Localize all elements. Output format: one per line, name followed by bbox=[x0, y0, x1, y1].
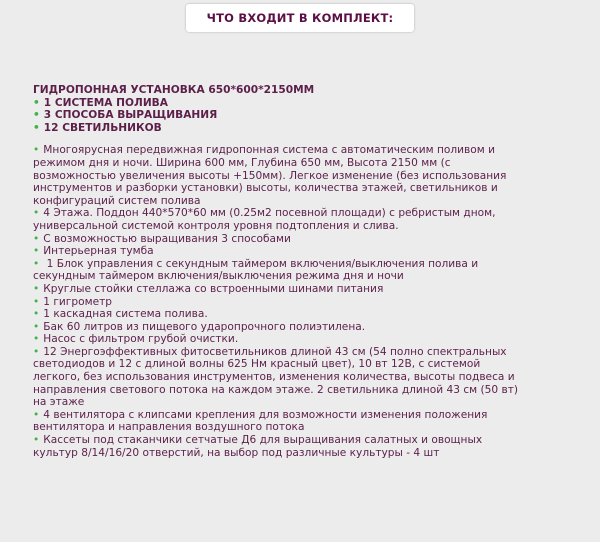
bullet-icon: • bbox=[33, 282, 40, 295]
line-text: инструментов и разборки установки) высоты, количества этажей, светильников и bbox=[33, 182, 498, 195]
text-line bbox=[33, 396, 593, 409]
bullet-icon: • bbox=[33, 408, 40, 421]
text-line bbox=[33, 296, 593, 309]
line-text: С возможностью выращивания 3 способами bbox=[43, 232, 291, 245]
line-text: возможностью увеличения высоты +150мм). Легкое изменение (без использования bbox=[33, 169, 507, 182]
line-text: ГИДРОПОННАЯ УСТАНОВКА 650*600*2150ММ bbox=[33, 84, 315, 96]
line-text: режимом дня и ночи. Ширина 600 мм, Глубина 650 мм, Высота 2150 мм (с bbox=[33, 156, 451, 169]
bullet-icon: • bbox=[33, 434, 40, 447]
line-text: 4 Этажа. Поддон 440*570*60 мм (0.25м2 посевной площади) с ребристым дном, bbox=[43, 207, 496, 220]
bullet-icon: • bbox=[33, 295, 40, 308]
line-text: направления светового потока на каждом этаже. 2 светильника длиной 43 см (50 вт) bbox=[33, 383, 519, 396]
bullet-icon: • bbox=[33, 257, 40, 270]
bullet-icon: • bbox=[33, 245, 40, 258]
line-text: 12 СВЕТИЛЬНИКОВ bbox=[43, 121, 162, 134]
text-line bbox=[33, 447, 593, 460]
line-text: Интерьерная тумба bbox=[43, 245, 154, 258]
line-text: 3 СПОСОБА ВЫРАЩИВАНИЯ bbox=[43, 109, 218, 122]
bullet-icon: • bbox=[33, 320, 40, 333]
text-line bbox=[33, 371, 593, 384]
text-line bbox=[33, 434, 593, 447]
line-text: светодиодов и 12 с длиной волны 625 Нм красный цвет), 10 вт 12В, с системой bbox=[33, 358, 481, 371]
line-text: культур 8/14/16/20 отверстий, на выбор под различные культуры - 4 шт bbox=[33, 446, 440, 459]
bullet-icon: • bbox=[33, 109, 40, 122]
line-text: универсальной системой контроля уровня подтопления и слива. bbox=[33, 219, 399, 232]
package-summary bbox=[33, 84, 593, 134]
heading: ЧТО ВХОДИТ В КОМПЛЕКТ: bbox=[206, 11, 394, 25]
text-line bbox=[33, 122, 593, 135]
text-line bbox=[33, 84, 593, 97]
bullet-icon: • bbox=[33, 121, 40, 134]
text-line bbox=[33, 195, 593, 208]
bullet-icon: • bbox=[33, 345, 40, 358]
text-line bbox=[33, 245, 593, 258]
line-text: 1 Блок управления с секундным таймером включения/выключения полива и bbox=[43, 257, 479, 270]
line-text: секундным таймером включения/выключения режима дня и ночи bbox=[33, 270, 404, 283]
text-line bbox=[33, 346, 593, 359]
line-text: Кассеты под стаканчики сетчатые Д6 для выращивания салатных и овощных bbox=[43, 434, 483, 447]
text-line bbox=[33, 258, 593, 271]
bullet-icon: • bbox=[33, 96, 40, 109]
line-text: конфигураций систем полива bbox=[33, 194, 201, 207]
text-line bbox=[33, 157, 593, 170]
text-line bbox=[33, 144, 593, 157]
text-line bbox=[33, 321, 593, 334]
text-line bbox=[33, 283, 593, 296]
line-text: вентилятора и направления воздушного потока bbox=[33, 421, 305, 434]
heading-box bbox=[186, 4, 414, 32]
bullet-icon: • bbox=[33, 144, 40, 157]
line-text: на этаже bbox=[33, 396, 85, 409]
text-line bbox=[33, 170, 593, 183]
text-line bbox=[33, 233, 593, 246]
text-line bbox=[33, 358, 593, 371]
line-text: легкого, без использования инструментов, изменения количества, высоты подвеса и bbox=[33, 371, 515, 384]
text-line bbox=[33, 220, 593, 233]
line-text: 1 гигрометр bbox=[43, 295, 112, 308]
text-line bbox=[33, 409, 593, 422]
bullet-icon: • bbox=[33, 333, 40, 346]
bullet-icon: • bbox=[33, 232, 40, 245]
line-text: Бак 60 литров из пищевого ударопрочного полиэтилена. bbox=[43, 320, 366, 333]
line-text: 12 Энергоэффективных фитосветильников длиной 43 см (54 полно спектральных bbox=[43, 345, 507, 358]
text-line bbox=[33, 333, 593, 346]
line-text: 4 вентилятора с клипсами крепления для возможности изменения положения bbox=[43, 408, 488, 421]
bullet-icon: • bbox=[33, 207, 40, 220]
text-line bbox=[33, 182, 593, 195]
content bbox=[33, 84, 593, 459]
line-text: Насос с фильтром грубой очистки. bbox=[43, 333, 239, 346]
text-line bbox=[33, 97, 593, 110]
text-line bbox=[33, 270, 593, 283]
text-line bbox=[33, 421, 593, 434]
features-list bbox=[33, 144, 593, 459]
bullet-icon: • bbox=[33, 308, 40, 321]
line-text: 1 каскадная система полива. bbox=[43, 308, 208, 321]
line-text: Круглые стойки стеллажа со встроенными шинами питания bbox=[43, 282, 384, 295]
line-text: 1 СИСТЕМА ПОЛИВА bbox=[43, 96, 168, 109]
text-line bbox=[33, 308, 593, 321]
text-line bbox=[33, 384, 593, 397]
text-line bbox=[33, 207, 593, 220]
text-line bbox=[33, 109, 593, 122]
line-text: Многоярусная передвижная гидропонная система с автоматическим поливом и bbox=[43, 144, 495, 157]
